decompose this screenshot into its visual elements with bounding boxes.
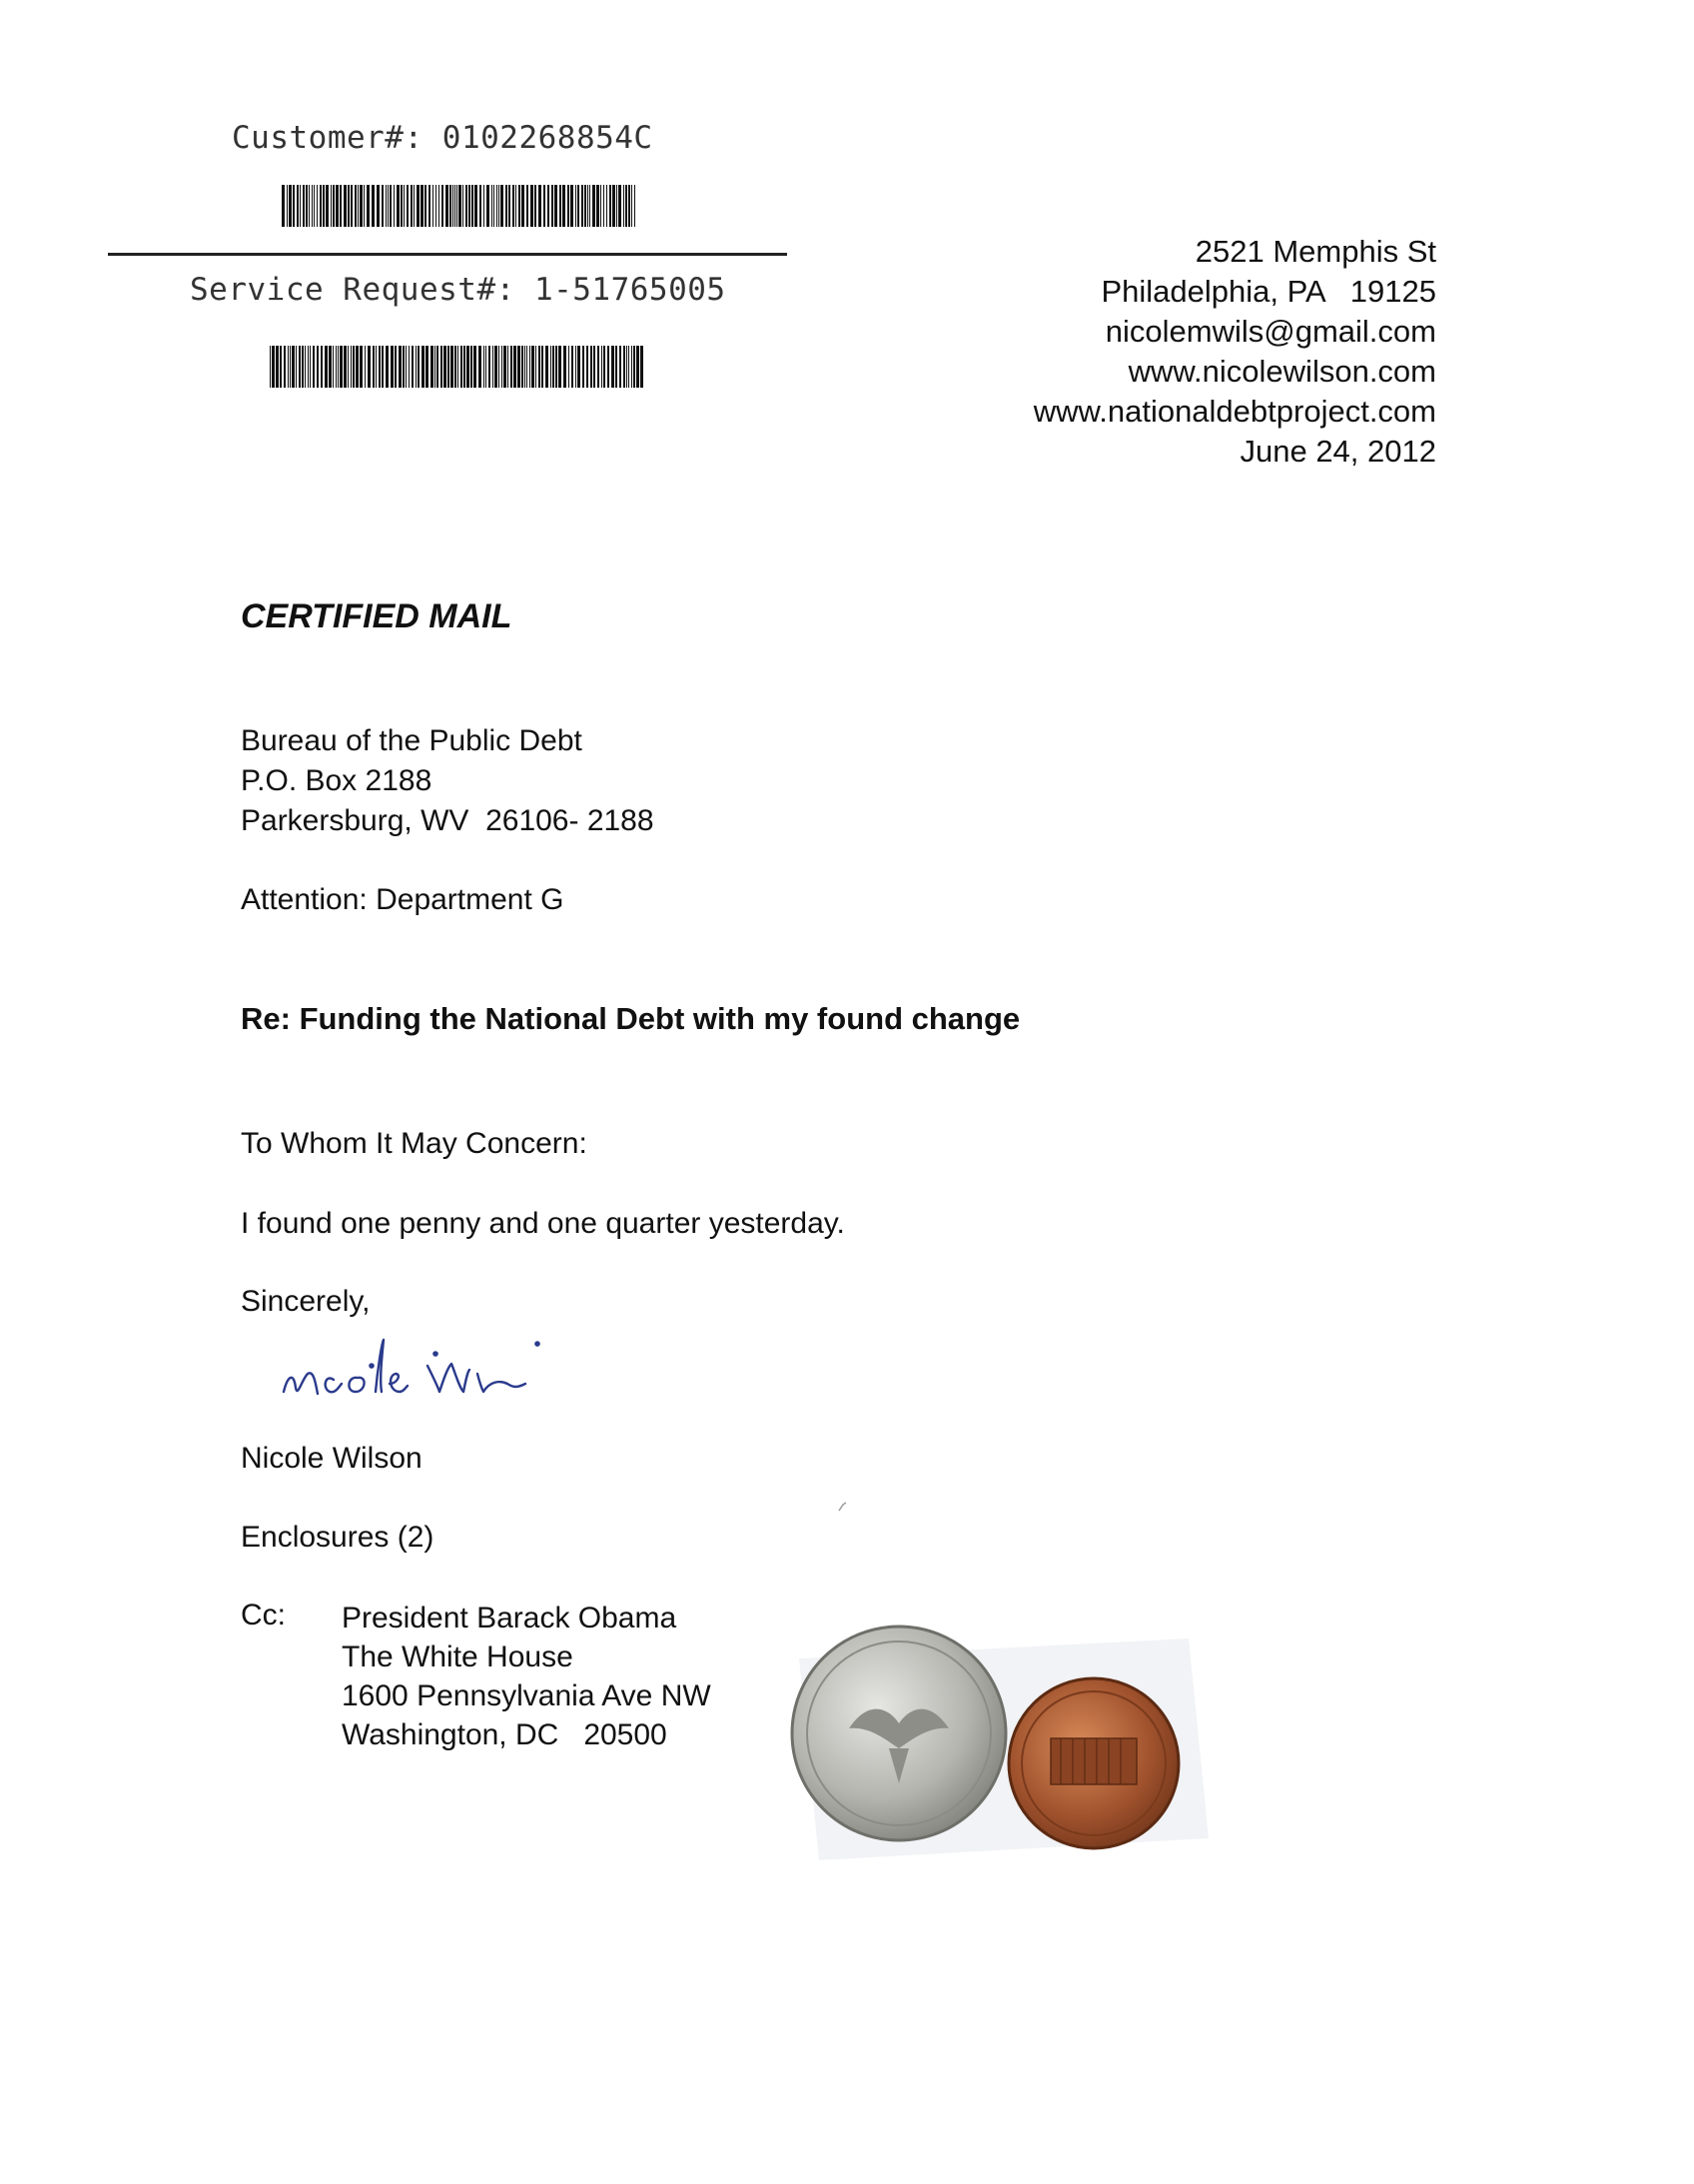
barcode-bar: [628, 346, 629, 388]
barcode-bar: [296, 346, 297, 388]
barcode-bar: [545, 346, 548, 388]
barcode-bar: [412, 346, 414, 388]
barcode-bar: [486, 185, 489, 227]
mail-type: CERTIFIED MAIL: [241, 597, 512, 635]
barcode-bar: [581, 185, 583, 227]
barcode-bar: [600, 185, 601, 227]
sender-website: www.nicolewilson.com: [1128, 354, 1436, 389]
barcode-bar: [463, 346, 465, 388]
barcode-bar: [521, 346, 523, 388]
subject-line: Re: Funding the National Debt with my found change: [241, 1001, 1021, 1036]
barcode-bar: [570, 185, 573, 227]
letter-date: June 24, 2012: [1240, 434, 1436, 469]
barcode-bar: [631, 346, 632, 388]
barcode-bar: [501, 346, 502, 388]
cc-city-state-zip: Washington, DC 20500: [342, 1718, 667, 1751]
barcode-bar: [512, 185, 514, 227]
barcode-bar: [399, 346, 402, 388]
barcode-bar: [309, 185, 310, 227]
barcode-bar: [348, 346, 349, 388]
barcode-bar: [401, 185, 403, 227]
barcode-bar: [445, 185, 448, 227]
barcode-bar: [468, 185, 470, 227]
barcode-bar: [567, 185, 569, 227]
barcode-bar: [513, 346, 516, 388]
barcode-bar: [584, 185, 586, 227]
barcode-bar: [596, 185, 599, 227]
barcode-bar: [373, 346, 375, 388]
barcode-bar: [421, 185, 424, 227]
barcode-bar: [510, 346, 512, 388]
barcode-bar: [491, 185, 492, 227]
cc-org: The White House: [342, 1640, 573, 1673]
barcode-bar: [355, 185, 357, 227]
barcode-bar: [313, 346, 315, 388]
barcode-bar: [290, 346, 291, 388]
penny-coin: [1009, 1678, 1179, 1848]
barcode-bar: [616, 185, 617, 227]
barcode-bar: [424, 185, 426, 227]
barcode-bar: [478, 346, 481, 388]
barcode-bar: [452, 185, 453, 227]
barcode-bar: [336, 346, 337, 388]
barcode-bar: [538, 185, 541, 227]
barcode-bar: [430, 346, 433, 388]
barcode-bar: [270, 346, 271, 388]
barcode-bar: [515, 185, 516, 227]
barcode-bar: [462, 185, 463, 227]
closing: Sincerely,: [241, 1285, 371, 1318]
barcode-bar: [289, 185, 292, 227]
barcode-bar: [367, 185, 370, 227]
barcode-bar: [417, 185, 420, 227]
recipient-name: Bureau of the Public Debt: [241, 724, 582, 757]
cc-label: Cc:: [241, 1599, 286, 1632]
barcode-bar: [500, 185, 503, 227]
barcode-bar: [492, 346, 493, 388]
barcode-bar: [321, 346, 323, 388]
handwritten-signature: [278, 1314, 617, 1424]
barcode-bar: [329, 346, 332, 388]
barcode-bar: [535, 346, 536, 388]
sender-address: [1034, 232, 1436, 472]
barcode-bar: [634, 185, 635, 227]
barcode-bar: [300, 185, 301, 227]
barcode-bar: [411, 185, 413, 227]
barcode-bar: [555, 346, 557, 388]
barcode-bar: [333, 346, 334, 388]
barcode-bar: [507, 346, 508, 388]
barcode-bar: [485, 346, 486, 388]
barcode-bar: [450, 346, 453, 388]
barcode-bar: [276, 346, 279, 388]
barcode-bar: [449, 185, 451, 227]
barcode-bar: [529, 346, 530, 388]
barcode-bar: [534, 185, 536, 227]
salutation: To Whom It May Concern:: [241, 1127, 587, 1160]
barcode-bar: [590, 346, 592, 388]
barcode-bar: [589, 185, 590, 227]
barcode-bar: [314, 185, 315, 227]
barcode-bar: [559, 185, 561, 227]
barcode-bar: [353, 346, 355, 388]
barcode-bar: [479, 185, 481, 227]
barcode-bar: [626, 346, 627, 388]
barcode-bar: [603, 185, 604, 227]
barcode-bar: [597, 346, 599, 388]
barcode-bar: [541, 346, 543, 388]
barcode-bar: [601, 346, 602, 388]
service-request-number: Service Request#: 1-51765005: [190, 272, 726, 308]
barcode-bar: [317, 346, 319, 388]
barcode-bar: [394, 185, 395, 227]
barcode-bar: [282, 185, 285, 227]
barcode-bar: [351, 346, 352, 388]
barcode-bar: [625, 185, 627, 227]
barcode-bar: [376, 346, 377, 388]
barcode-bar: [498, 185, 499, 227]
barcode-bar: [360, 185, 363, 227]
barcode-bar: [325, 346, 328, 388]
quarter-coin: [792, 1627, 1006, 1840]
barcode-bar: [611, 346, 614, 388]
barcode-bar: [526, 185, 528, 227]
barcode-bar: [416, 346, 417, 388]
barcode-bar: [471, 185, 473, 227]
barcode-bar: [571, 346, 573, 388]
barcode-bar: [636, 346, 639, 388]
barcode-bar: [305, 346, 306, 388]
barcode-bar: [538, 346, 540, 388]
barcode-bar: [586, 346, 588, 388]
barcode-bar: [582, 346, 584, 388]
cc-street: 1600 Pennsylvania Ave NW: [342, 1679, 711, 1712]
attention-line: Attention: Department G: [241, 883, 564, 916]
cc-address: [342, 1599, 711, 1754]
barcode-bar: [340, 346, 343, 388]
sender-email: nicolemwils@gmail.com: [1105, 314, 1436, 349]
barcode-bar: [592, 185, 595, 227]
barcode-bar: [526, 346, 527, 388]
customer-barcode: [282, 185, 637, 227]
barcode-bar: [326, 185, 329, 227]
barcode-bar: [440, 346, 442, 388]
barcode-bar: [386, 346, 389, 388]
barcode-bar: [390, 185, 392, 227]
barcode-bar: [344, 346, 347, 388]
barcode-bar: [436, 346, 438, 388]
barcode-bar: [308, 346, 309, 388]
barcode-bar: [443, 346, 446, 388]
barcode-bar: [422, 346, 424, 388]
barcode-bar: [272, 346, 275, 388]
barcode-bar: [348, 185, 350, 227]
signer-name: Nicole Wilson: [241, 1442, 423, 1475]
barcode-bar: [619, 346, 621, 388]
barcode-bar: [435, 185, 436, 227]
barcode-bar: [603, 346, 605, 388]
barcode-bar: [562, 185, 565, 227]
barcode-bar: [425, 346, 428, 388]
barcode-bar: [356, 346, 359, 388]
barcode-bar: [297, 185, 299, 227]
barcode-bar: [640, 346, 643, 388]
barcode-bar: [550, 346, 551, 388]
barcode-bar: [456, 185, 457, 227]
barcode-bar: [407, 185, 409, 227]
barcode-bar: [379, 346, 381, 388]
barcode-bar: [474, 185, 477, 227]
barcode-bar: [391, 346, 394, 388]
barcode-bar: [498, 346, 499, 388]
barcode-bar: [438, 185, 439, 227]
barcode-bar: [364, 185, 365, 227]
barcode-bar: [340, 185, 342, 227]
barcode-bar: [310, 346, 311, 388]
barcode-bar: [428, 185, 430, 227]
sender-website-secondary: www.nationaldebtproject.com: [1033, 394, 1436, 429]
barcode-bar: [607, 346, 609, 388]
barcode-bar: [299, 346, 301, 388]
barcode-bar: [577, 185, 579, 227]
barcode-bar: [360, 346, 363, 388]
barcode-bar: [568, 346, 569, 388]
sender-city-state-zip: Philadelphia, PA 19125: [1101, 274, 1436, 309]
barcode-bar: [633, 346, 635, 388]
header-divider: [108, 253, 787, 256]
barcode-bar: [483, 185, 484, 227]
recipient-city-state-zip: Parkersburg, WV 26106- 2188: [241, 804, 654, 837]
letter-body: I found one penny and one quarter yesterday.: [241, 1207, 845, 1240]
barcode-bar: [623, 185, 624, 227]
barcode-bar: [365, 346, 366, 388]
barcode-bar: [377, 185, 380, 227]
recipient-po-box: P.O. Box 2188: [241, 764, 432, 797]
barcode-bar: [344, 185, 347, 227]
barcode-bar: [351, 185, 353, 227]
barcode-bar: [404, 185, 405, 227]
barcode-bar: [284, 346, 286, 388]
paper-speck: [837, 1501, 849, 1513]
barcode-bar: [409, 346, 410, 388]
barcode-bar: [518, 185, 520, 227]
cc-name: President Barack Obama: [342, 1602, 677, 1635]
barcode-bar: [403, 346, 405, 388]
barcode-bar: [287, 185, 288, 227]
barcode-bar: [631, 185, 632, 227]
barcode-bar: [521, 185, 524, 227]
barcode-bar: [628, 185, 630, 227]
barcode-bar: [465, 185, 467, 227]
sender-street: 2521 Memphis St: [1195, 234, 1436, 269]
barcode-bar: [397, 185, 400, 227]
barcode-bar: [575, 185, 576, 227]
barcode-bar: [432, 185, 433, 227]
barcode-bar: [292, 346, 295, 388]
barcode-bar: [460, 346, 462, 388]
service-request-barcode: [270, 346, 643, 388]
barcode-bar: [524, 346, 525, 388]
barcode-bar: [372, 185, 375, 227]
enclosures-note: Enclosures (2): [241, 1521, 434, 1554]
barcode-bar: [312, 185, 313, 227]
barcode-bar: [447, 346, 449, 388]
barcode-bar: [493, 185, 494, 227]
barcode-bar: [306, 185, 308, 227]
barcode-bar: [457, 346, 458, 388]
barcode-bar: [618, 185, 621, 227]
barcode-bar: [454, 346, 456, 388]
barcode-bar: [382, 185, 384, 227]
barcode-bar: [336, 185, 339, 227]
barcode-bar: [508, 185, 510, 227]
barcode-bar: [280, 346, 282, 388]
barcode-bar: [386, 185, 387, 227]
barcode-bar: [577, 346, 580, 388]
barcode-bar: [458, 185, 461, 227]
barcode-bar: [505, 185, 507, 227]
barcode-bar: [558, 346, 561, 388]
barcode-bar: [609, 185, 611, 227]
barcode-bar: [488, 346, 490, 388]
barcode-bar: [531, 346, 534, 388]
barcode-bar: [623, 346, 625, 388]
barcode-bar: [303, 185, 305, 227]
barcode-bar: [293, 185, 295, 227]
barcode-bar: [517, 346, 520, 388]
barcode-bar: [530, 185, 533, 227]
barcode-bar: [418, 346, 420, 388]
barcode-bar: [612, 185, 615, 227]
barcode-bar: [331, 185, 332, 227]
barcode-bar: [496, 185, 497, 227]
recipient-address: [241, 721, 654, 841]
enclosed-coins: [789, 1599, 1229, 1888]
barcode-bar: [547, 185, 549, 227]
barcode-bar: [288, 346, 289, 388]
barcode-bar: [320, 185, 322, 227]
barcode-bar: [317, 185, 318, 227]
barcode-bar: [323, 185, 325, 227]
barcode-bar: [473, 346, 476, 388]
barcode-bar: [554, 185, 557, 227]
barcode-bar: [414, 185, 415, 227]
barcode-bar: [503, 346, 506, 388]
barcode-bar: [388, 185, 389, 227]
barcode-bar: [543, 185, 545, 227]
barcode-bar: [483, 346, 484, 388]
barcode-bar: [552, 346, 554, 388]
barcode-bar: [593, 346, 595, 388]
barcode-bar: [494, 346, 497, 388]
barcode-bar: [395, 346, 397, 388]
barcode-bar: [454, 185, 455, 227]
customer-number: Customer#: 0102268854C: [232, 120, 653, 156]
barcode-bar: [606, 185, 607, 227]
barcode-bar: [368, 346, 371, 388]
barcode-bar: [563, 346, 566, 388]
barcode-bar: [615, 346, 617, 388]
barcode-bar: [434, 346, 435, 388]
barcode-bar: [551, 185, 553, 227]
barcode-bar: [441, 185, 443, 227]
barcode-bar: [333, 185, 335, 227]
barcode-bar: [466, 346, 469, 388]
barcode-bar: [575, 346, 576, 388]
barcode-bar: [470, 346, 472, 388]
barcode-bar: [338, 346, 339, 388]
barcode-bar: [406, 346, 407, 388]
barcode-bar: [587, 185, 588, 227]
barcode-bar: [302, 346, 304, 388]
barcode-bar: [382, 346, 384, 388]
barcode-bar: [358, 185, 359, 227]
